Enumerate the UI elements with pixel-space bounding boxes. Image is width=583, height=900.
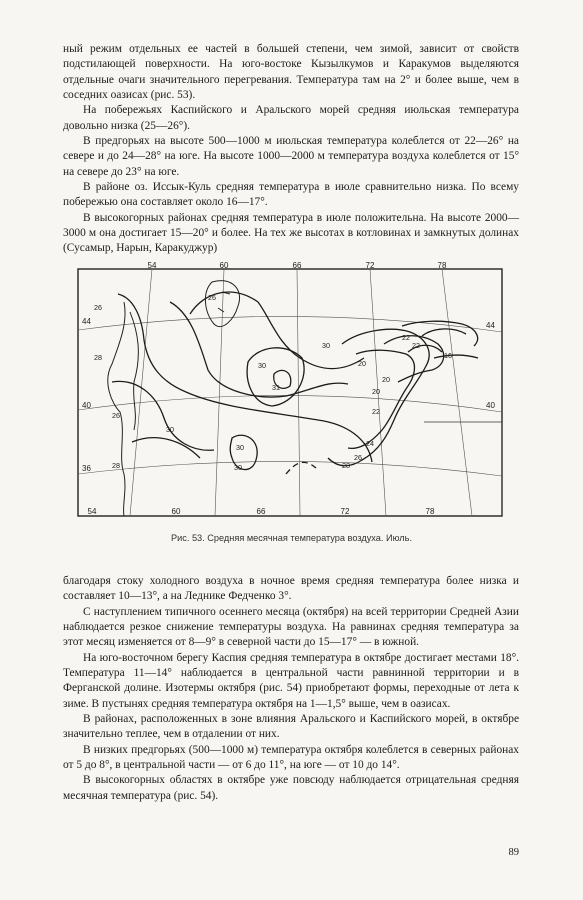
isotherms [112,292,478,474]
paragraph: В районах, расположенных в зоне влияния Аральского и Каспийского морей, в октябре значительно теплее, чем в отдалении от них. [63,713,519,741]
longitude-label: 78 [437,262,447,270]
paragraph: В районе оз. Иссык-Куль средняя температура в июле сравнительно низка. По всему побережью она составляет около 16—17°. [63,181,519,209]
isotherm-map [72,262,512,526]
latitude-label: 44 [486,321,495,330]
latitude-label: 40 [82,401,91,410]
longitude-label: 72 [340,507,350,516]
isotherm-label: 28 [112,461,120,470]
inset-box [424,422,502,516]
paragraph: В высокогорных областях в октябре уже повсюду наблюдается отрицательная средняя месячная температура (рис. 54). [63,774,519,802]
longitude-label: 72 [365,262,375,270]
isotherm-label: 30 [258,361,266,370]
isotherm-label: 20 [358,359,366,368]
paragraph: благодаря стоку холодного воздуха в ночное время средняя температура более низка и составляет 10—13°, а на Леднике Федченко 3°. [63,575,519,603]
map-frame [78,269,502,516]
isotherm-label: 16 [444,351,452,360]
paragraph: В высокогорных районах средняя температура в июле положительна. На высоте 2000—3000 м она достигает 15—20° и более. На тех же высотах в котловинах и замкнутых долинах (Сусамыр, Нарын, Каракуджур) [63,211,519,255]
isotherm-label: 22 [412,341,420,350]
latitude-label: 36 [82,464,91,473]
longitude-label: 60 [219,262,229,270]
graticule [78,269,502,516]
isotherm-label: 22 [372,407,380,416]
isotherm-label: 30 [322,341,330,350]
isotherm-label: 28 [342,461,350,470]
latitude-label: 44 [82,317,91,326]
body-text-top [63,42,519,257]
isotherm-label: 20 [382,375,390,384]
paragraph: В низких предгорьях (500—1000 м) температура октября колеблется в северных районах от 5 до 8°, в центральной части — от 6 до 11°, на юге — от 10 до 14°. [63,743,519,772]
isotherm-label: 30 [166,425,174,434]
figure-caption: Рис. 53. Средняя месячная температура воздуха. Июль. [170,533,413,543]
isotherm-label: 26 [208,293,216,302]
isotherm-label: 28 [94,353,102,362]
longitude-label: 66 [292,262,302,270]
latitude-label: 40 [486,401,495,410]
paragraph: ный режим отдельных ее частей в большей степени, чем зимой, зависит от свойств подстилающей поверхности. На юго-востоке Кызылкумов и Каракумов выделяются отдельные очаги значительного перегревания. Температура там на 2° и более выше, чем в соседних оазисах (рис. 53). [63,43,519,102]
paragraph: В предгорьях на высоте 500—1000 м июльская температура колеблется от 22—26° на севере и до 24—28° на юге. На высоте 1000—2000 м температура воздуха колеблется от 15° на севере до 23° на юге. [63,135,519,178]
isotherm-label: 26 [112,411,120,420]
longitude-label: 60 [171,507,181,516]
isotherm-label: 31 [272,383,280,392]
longitude-label: 54 [147,262,157,270]
isotherm-label: 26 [354,453,362,462]
coastline [108,281,240,516]
paragraph: На юго-восточном берегу Каспия средняя температура в октябре достигает местами 18°. Температура 11—14° наблюдается в центральной части равнинной территории и в Ферганской долине. Изотермы октября (рис. 54) приобретают формы, переходные от лета к зиме. В пустынях средняя температура октября на 1—1,5° выше, чем в оазисах. [63,651,519,710]
isotherm-label: 22 [402,333,410,342]
isotherm-label: 30 [236,443,244,452]
body-text-bottom [63,574,519,804]
longitude-label: 66 [256,507,266,516]
isotherm-label: 30 [234,463,242,472]
paragraph: С наступлением типичного осеннего месяца (октября) на всей территории Средней Азии наблюдается резкое снижение температуры воздуха. На равнинах средняя температура за этот месяц изменяется от 8—9° в северной части до 15—17° — в южной. [63,605,519,649]
longitude-label: 78 [425,507,435,516]
page-number: 89 [508,847,519,858]
isotherm-label: 24 [366,439,374,448]
isotherm-label: 26 [94,303,102,312]
isotherm-label: 20 [372,387,380,396]
longitude-label: 54 [87,507,97,516]
paragraph: На побережьях Каспийского и Аральского морей средняя июльская температура довольно низка (25—26°). [63,104,519,132]
